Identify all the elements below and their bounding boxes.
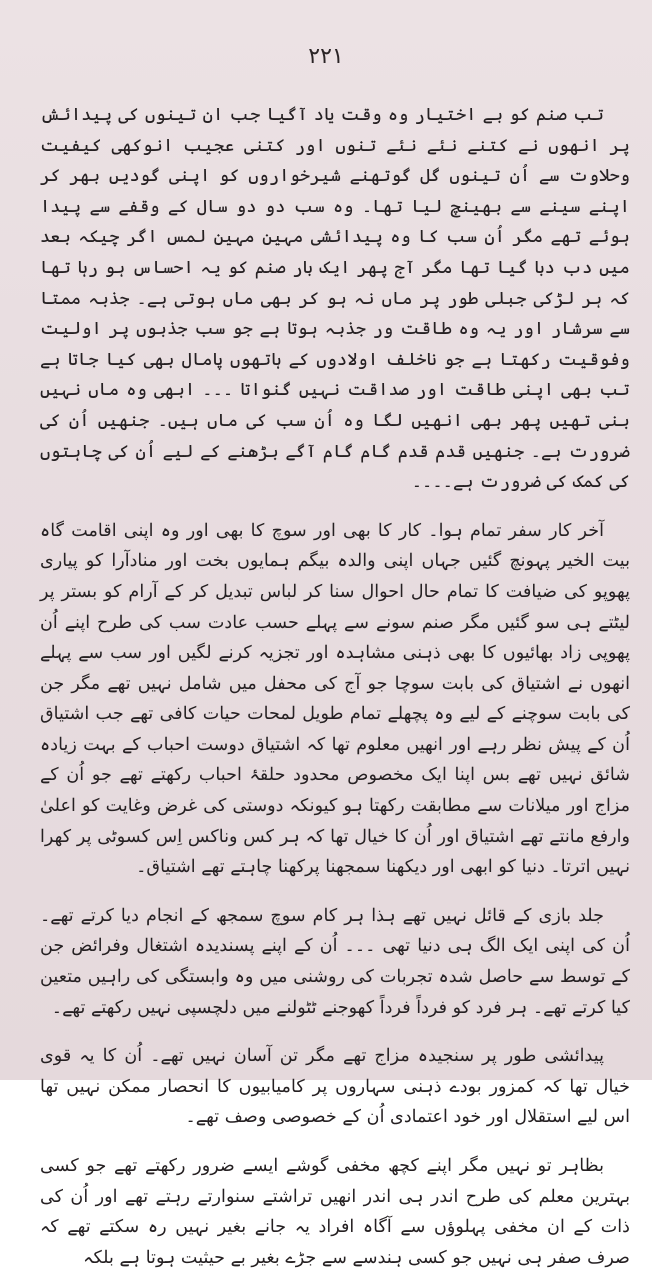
page-body-text (40, 100, 630, 1273)
paragraph: پیدائشی طور پر سنجیدہ مزاج تھے مگر تن آسان نہیں تھے۔ اُن کا یہ قوی خیال تھا کہ کمزور بودے ذہنی سہاروں پر کامیابیوں کا انحصار ممکن نہیں تھا اس لیے استقلال اور خود اعتمادی اُن کے خصوصی وصف تھے۔ (40, 1046, 630, 1128)
paragraph: بظاہر تو نہیں مگر اپنے کچھ مخفی گوشے ایسے ضرور رکھتے تھے جو کسی بہترین معلم کی طرح اندر ہی اندر انھیں تراشتے سنوارتے رہتے تھے اور اُن کی ذات کے ان مخفی پہلوؤں سے آگاہ افراد یہ جانے بغیر نہیں رہ سکتے تھے کہ صرف صفر ہی نہیں جو کسی ہندسے سے جڑے بغیر بے حیثیت ہوتا ہے بلکہ (40, 1156, 630, 1268)
paragraph: آخر کار سفر تمام ہوا۔ کار کا بھی اور سوچ کا بھی اور وہ اپنی اقامت گاہ بیت الخیر پہونچ گئیں جہاں اپنی والدہ بیگم ہمایوں بخت اور منادآرا کو پیاری پھوپو کی ضیافت کا تمام حال احوال سنا کر لباس تبدیل کر کے آرام کو بستر پر لیٹتے ہی سو گئیں مگر صنم سونے سے پہلے حسب عادت سب کی طرح اپنے اُن پھوپی زاد بھائیوں کا بھی ذہنی مشاہدہ اور تجزیہ کرنے لگیں اور سب سے پہلے انھوں نے اشتیاق کی بابت سوچا جو آج کی محفل میں شامل نہیں تھے مگر جن کی بابت سوچنے کے لیے وہ پچھلے تمام طویل لمحات حیات کافی تھے جب اشتیاق اُن کے پیش نظر رہے اور انھیں معلوم تھا کہ اشتیاق دوست احباب کے بہت زیادہ شائق نہیں تھے بس اپنا ایک مخصوص محدود حلقۂ احباب رکھتے تھے جو اُن کے مزاج اور میلانات سے مطابقت رکھتا ہو کیونکہ دوستی کی غرض وغایت کو اعلیٰ وارفع مانتے تھے اشتیاق اور اُن کا خیال تھا کہ ہر کس وناکس اِس کسوٹی پر کھرا نہیں اترتا۔ دنیا کو ابھی اور دیکھنا سمجھنا پرکھنا چاہتے تھے اشتیاق۔ (40, 520, 630, 878)
paragraph: جلد بازی کے قائل نہیں تھے ہذا ہر کام سوچ سمجھ کے انجام دیا کرتے تھے۔ اُن کی اپنی ایک الگ ہی دنیا تھی ۔۔۔ اُن کے اپنے پسندیدہ اشتغال وفرائض جن کے توسط سے حاصل شدہ تجربات کی روشنی میں وہ وابستگی کی راہیں متعین کیا کرتے تھے۔ ہر فرد کو فرداً فرداً کھوجنے ٹٹولنے میں دلچسپی نہیں رکھتے تھے۔ (40, 905, 630, 1018)
page-number: ۲۲۱ (308, 44, 344, 69)
paragraph: تب صنم کو بے اختیار وہ وقت یاد آگیا جب ان تینوں کی پیدائش پر انھوں نے کتنے نئے نئے تنوں اور کتنی عجیب انوکھی کیفیت وحلاوت سے اُن تینوں گل گوتھنے شیرخواروں کو اپنی گودیں بھر کر اپنے سینے سے بھینچ لیا تھا۔ وہ سب دو دو سال کے وقفے سے پیدا ہوئے تھے مگر اُن سب کا وہ پیدائشی مہین مہین لمس اگر چیکہ بعد میں دب دبا گیا تھا مگر آج پھر ایک بار صنم کو یہ احساس ہو رہا تھا کہ ہر لڑکی جبلی طور پر ماں نہ ہو کر بھی ماں ہوتی ہے۔ جذبہ ممتا سے سرشار اور یہ وہ طاقت ور جذبہ ہوتا ہے جو سب جذبوں پر اولیت وفوقیت رکھتا ہے جو ناخلف اولادوں کے ہاتھوں پامال بھی کیا جاتا ہے تب بھی اپنی طاقت اور صداقت نہیں گنواتا ۔۔۔ ابھی وہ ماں نہیں بنی تھیں پھر بھی انھیں لگا وہ اُن سب کی ماں ہیں۔ جنھیں اُن کی ضرورت ہے۔ جنھیں قدم قدم گام گام آگے بڑھنے کے لیے اُن کی چاہتوں کی کمک کی ضرورت ہے۔۔۔۔ (40, 105, 630, 493)
